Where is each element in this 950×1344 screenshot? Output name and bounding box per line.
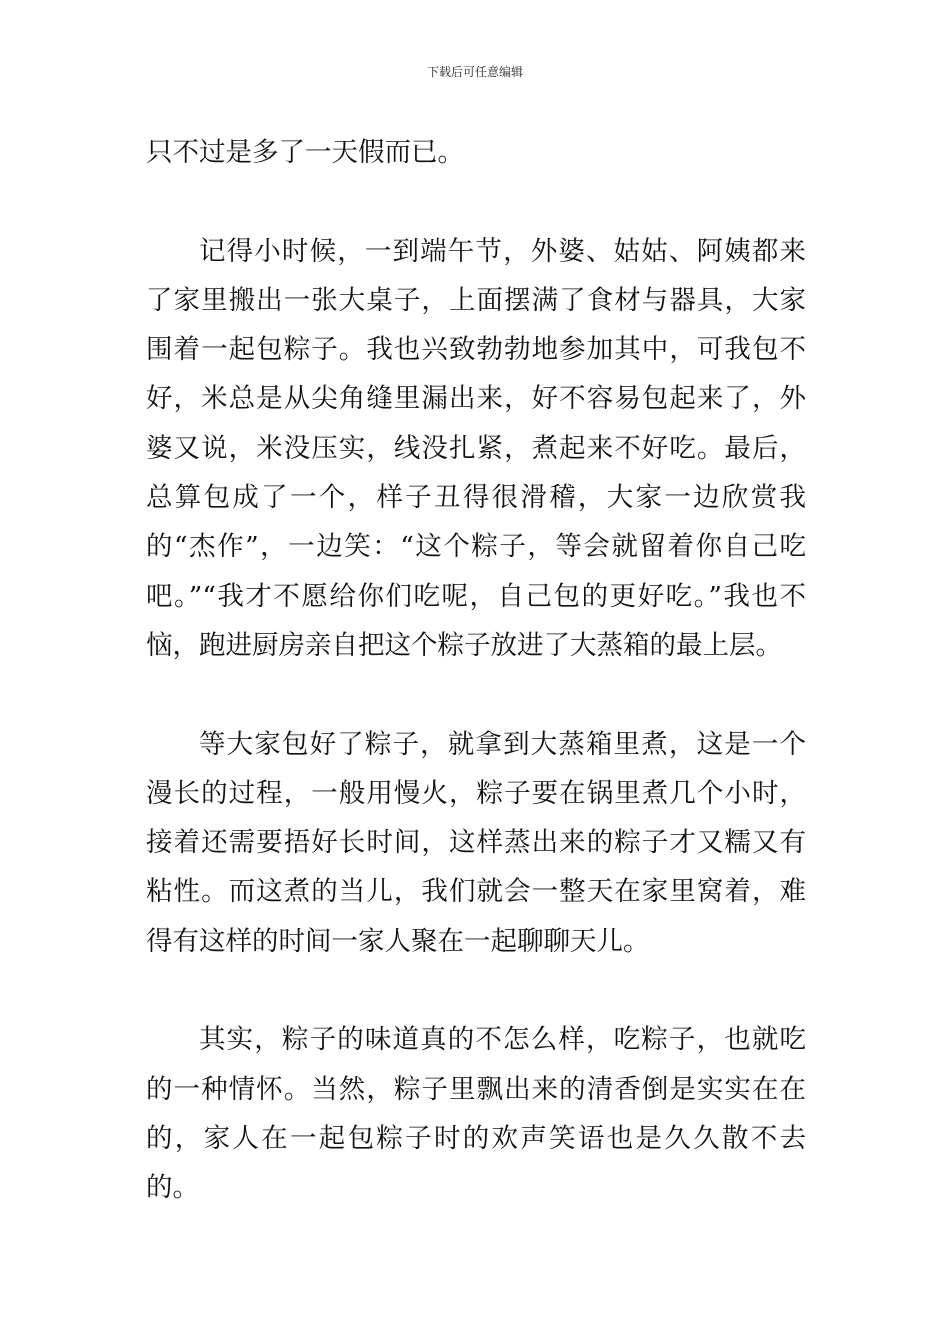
- paragraph-4: 其实，粽子的味道真的不怎么样，吃粽子，也就吃的一种情怀。当然，粽子里飘出来的清香倒是实实在在的，家人在一起包粽子时的欢声笑语也是久久散不去的。: [146, 1024, 806, 1204]
- paragraph-spacer: [146, 177, 806, 226]
- page-header: 下载后可任意编辑: [426, 65, 523, 79]
- paragraph-spacer: [146, 966, 806, 1015]
- paragraph-spacer: [146, 670, 806, 719]
- paragraph-2: 记得小时候，一到端午节，外婆、姑姑、阿姨都来了家里搬出一张大桌子，上面摆满了食材与器具，大家围着一起包粽子。我也兴致勃勃地参加其中，可我包不好，米总是从尖角缝里漏出来，好不容易包起来了，外婆又说，米没压实，线没扎紧，煮起来不好吃。最后，总算包成了一个，样子丑得很滑稽，大家一边欣赏我的“杰作”，一边笑：“这个粽子，等会就留着你自己吃吧。”“我才不愿给你们吃呢，自己包的更好吃。”我也不恼，跑进厨房亲自把这个粽子放进了大蒸箱的最上层。: [146, 235, 806, 661]
- document-body: [146, 128, 806, 1213]
- paragraph-1: 只不过是多了一天假而已。: [146, 137, 464, 168]
- paragraph-3: 等大家包好了粽子，就拿到大蒸箱里煮，这是一个漫长的过程，一般用慢火，粽子要在锅里煮几个小时，接着还需要捂好长时间，这样蒸出来的粽子才又糯又有粘性。而这煮的当儿，我们就会一整天在家里窝着，难得有这样的时间一家人聚在一起聊聊天儿。: [146, 728, 806, 957]
